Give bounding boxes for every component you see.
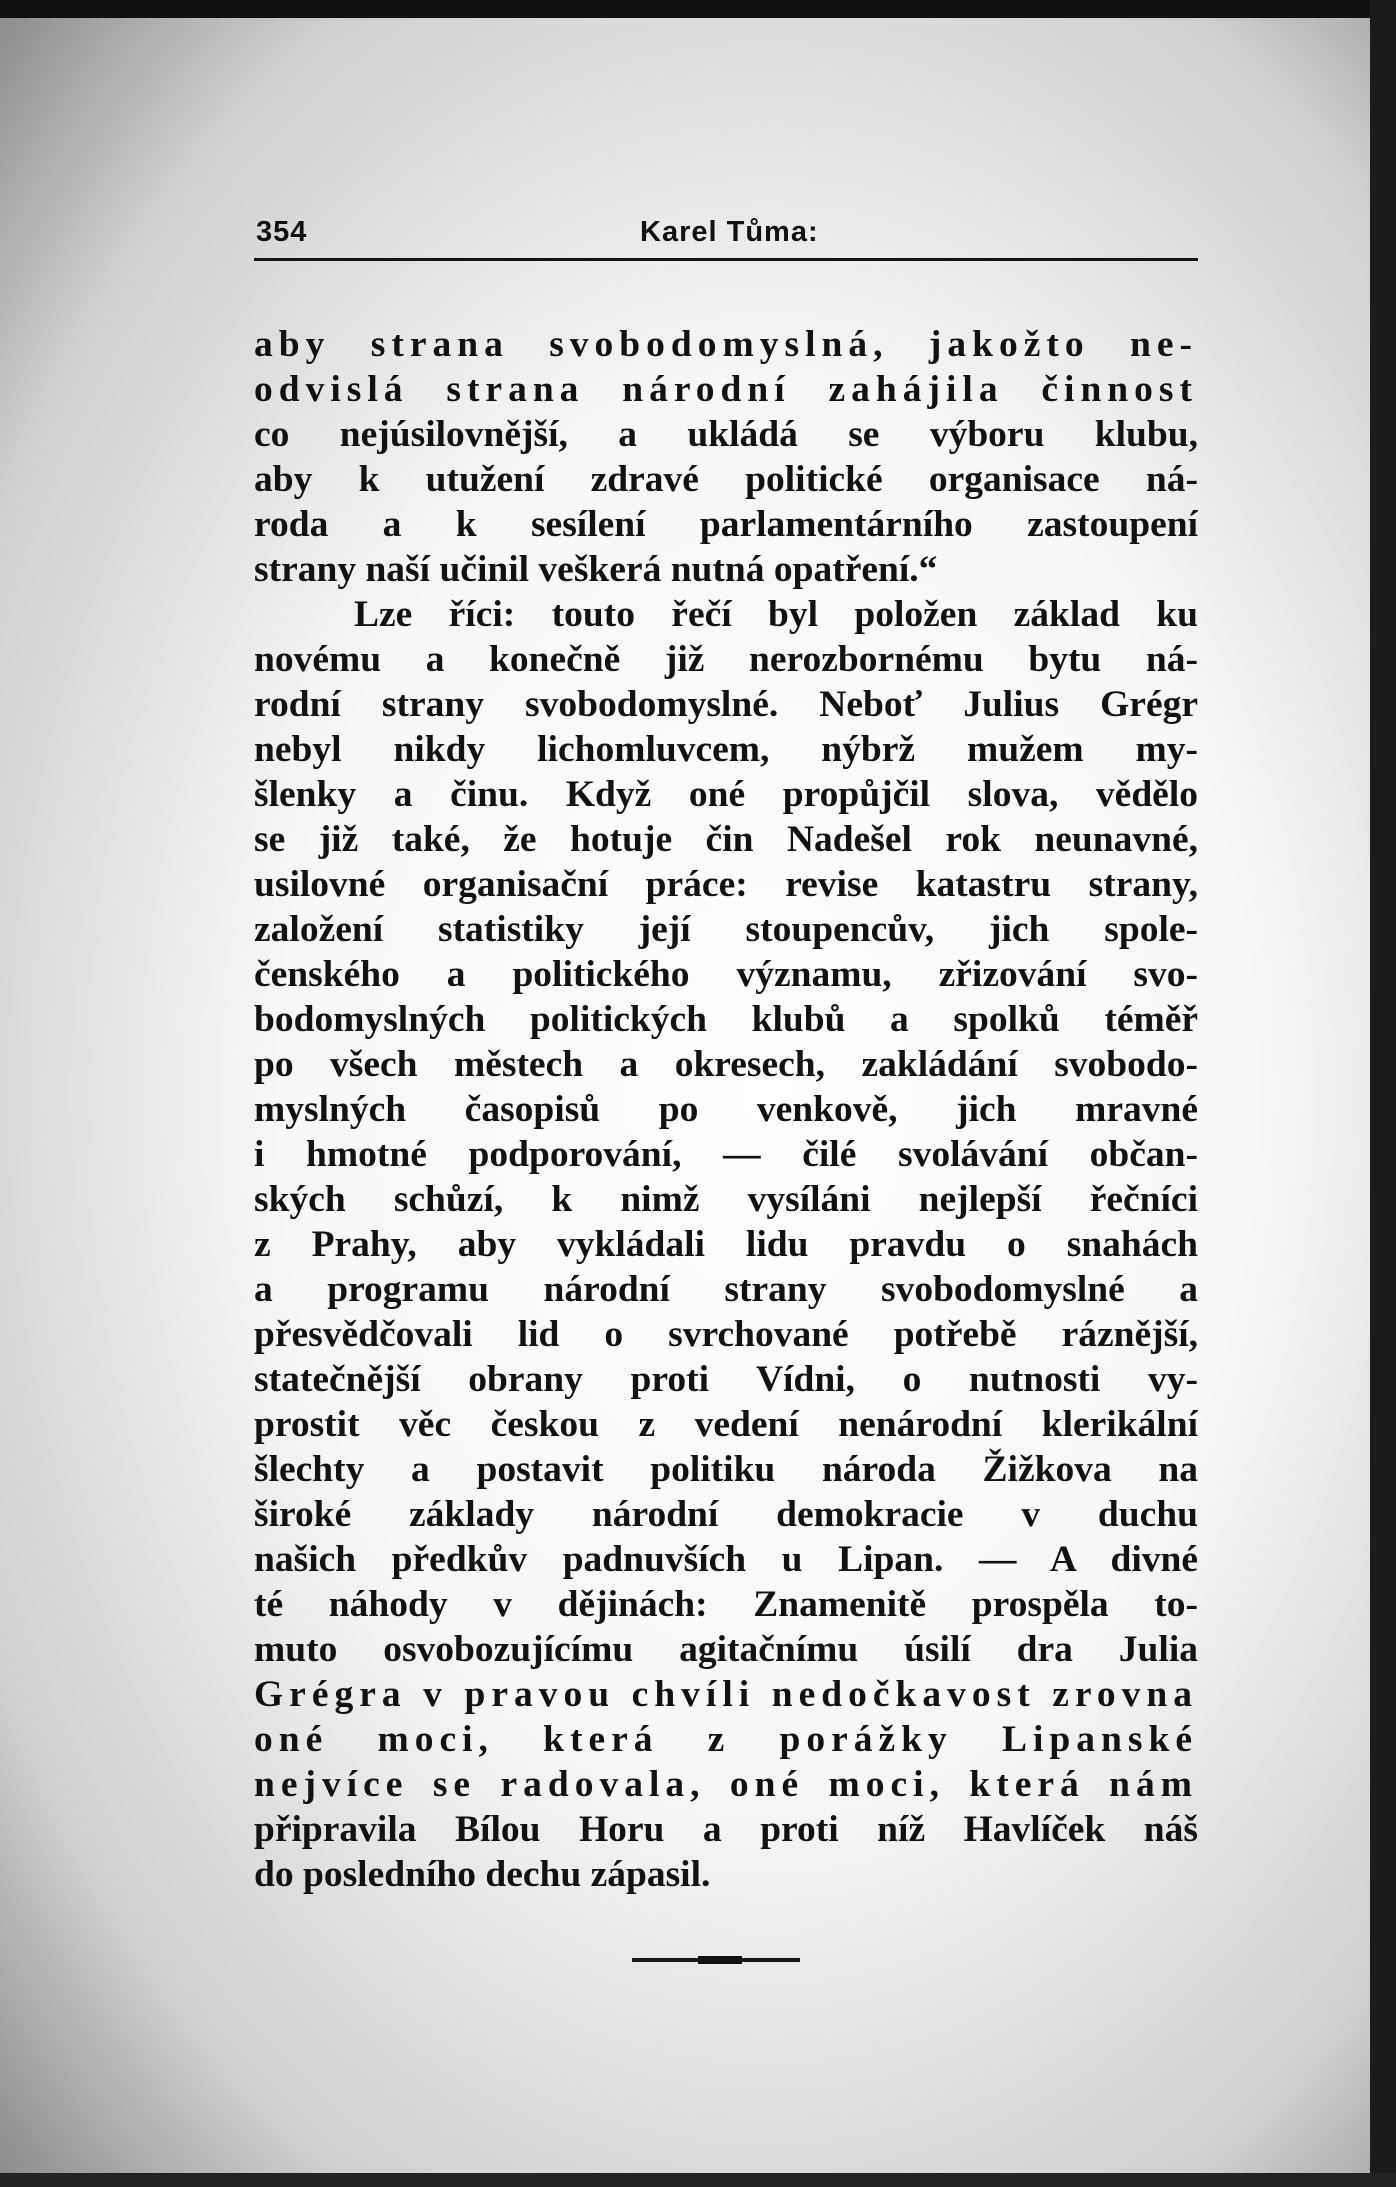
- text-line: muto osvobozujícímu agitačnímu úsilí dra Julia: [254, 1629, 1198, 1670]
- scan-edge-bottom: [0, 2173, 1396, 2187]
- text-line: šlechty a postavit politiku národa Žižkova na: [254, 1449, 1198, 1490]
- text-line: té náhody v dějinách: Znamenitě prospěla to-: [254, 1584, 1198, 1625]
- text-line: po všech městech a okresech, zakládání svobodo-: [254, 1044, 1198, 1085]
- text-line: odvislá strana národní zahájila činnost: [254, 369, 1198, 410]
- text-line: novému a konečně již nerozbornému bytu ná-: [254, 639, 1198, 680]
- text-line: bodomyslných politických klubů a spolků téměř: [254, 999, 1198, 1040]
- text-line: přesvědčovali lid o svrchované potřebě ráznější,: [254, 1314, 1198, 1355]
- text-line: co nejúsilovnější, a ukládá se výboru klubu,: [254, 414, 1198, 455]
- page-number: 354: [256, 216, 308, 248]
- text-line: založení statistiky její stoupencův, jich spole-: [254, 909, 1198, 950]
- text-line: široké základy národní demokracie v duchu: [254, 1494, 1198, 1535]
- text-line: do posledního dechu zápasil.: [254, 1854, 711, 1895]
- book-page: [254, 214, 1198, 2014]
- text-line: se již také, že hotuje čin Nadešel rok neunavné,: [254, 819, 1198, 860]
- text-line: nejvíce se radovala, oné moci, která nám: [254, 1764, 1198, 1805]
- text-line: šlenky a činu. Když oné propůjčil slova, vědělo: [254, 774, 1198, 815]
- body-text: [254, 322, 1198, 1897]
- text-line: roda a k sesílení parlamentárního zastoupení: [254, 504, 1198, 545]
- text-line: ských schůzí, k nimž vysíláni nejlepší řečníci: [254, 1179, 1198, 1220]
- page-header: [254, 214, 1198, 254]
- section-end-ornament: [698, 1956, 742, 1964]
- text-line: nebyl nikdy lichomluvcem, nýbrž mužem my-: [254, 729, 1198, 770]
- text-line: z Prahy, aby vykládali lidu pravdu o snahách: [254, 1224, 1198, 1265]
- text-line: připravila Bílou Horu a proti níž Havlíček náš: [254, 1809, 1198, 1850]
- text-line: aby k utužení zdravé politické organisace ná-: [254, 459, 1198, 500]
- text-line: i hmotné podporování, — čilé svolávání občan-: [254, 1134, 1198, 1175]
- text-line: rodní strany svobodomyslné. Neboť Julius Grégr: [254, 684, 1198, 725]
- text-line: statečnější obrany proti Vídni, o nutnosti vy-: [254, 1359, 1198, 1400]
- text-line: Grégra v pravou chvíli nedočkavost zrovna: [254, 1674, 1198, 1715]
- header-rule: [254, 258, 1198, 261]
- text-line: prostit věc českou z vedení nenárodní klerikální: [254, 1404, 1198, 1445]
- text-line: našich předkův padnuvších u Lipan. — A divné: [254, 1539, 1198, 1580]
- text-line: oné moci, která z porážky Lipanské: [254, 1719, 1198, 1760]
- text-line: myslných časopisů po venkově, jich mravné: [254, 1089, 1198, 1130]
- text-line: čenského a politického významu, zřizování svo-: [254, 954, 1198, 995]
- text-line: Lze říci: touto řečí byl položen základ ku: [354, 594, 1198, 635]
- scan-edge-right: [1370, 0, 1396, 2187]
- text-line: aby strana svobodomyslná, jakožto ne-: [254, 324, 1198, 365]
- text-line: a programu národní strany svobodomyslné a: [254, 1269, 1198, 1310]
- scan-edge-top: [0, 0, 1396, 18]
- text-line: strany naší učinil veškerá nutná opatření.“: [254, 549, 938, 590]
- text-line: usilovné organisační práce: revise katastru strany,: [254, 864, 1198, 905]
- running-head: Karel Tůma:: [640, 216, 819, 248]
